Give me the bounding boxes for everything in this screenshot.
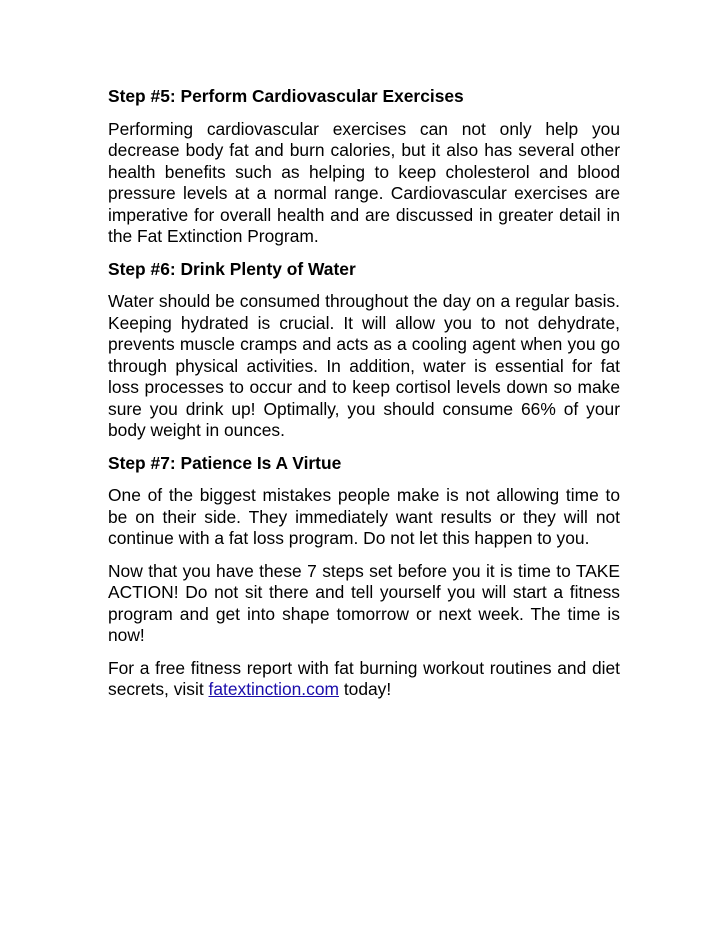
step-7-paragraph-1: One of the biggest mistakes people make is not allowing time to be on their side. They immediately want results or they will not continue with a fat loss program. Do not let this happen to you.	[108, 485, 620, 548]
step-5-paragraph: Performing cardiovascular exercises can not only help you decrease body fat and burn calories, but it also has several other health benefits such as helping to keep cholesterol and blood pressure levels at a normal range. Cardiovascular exercises are imperative for overall health and are discussed in greater detail in the Fat Extinction Program.	[108, 118, 620, 246]
step-5-heading: Step #5: Perform Cardiovascular Exercises	[108, 86, 464, 106]
step-6-paragraph: Water should be consumed throughout the day on a regular basis. Keeping hydrated is crucial. It will allow you to not dehydrate, prevents muscle cramps and acts as a cooling agent when you go through physical activities. In addition, water is essential for fat loss processes to occur and to keep cortisol levels down so make sure you drink up! Optimally, you should consume 66% of your body weight in ounces.	[108, 291, 620, 440]
fatextinction-link[interactable]: fatextinction.com	[208, 679, 339, 699]
closing-text-after-link: today!	[339, 679, 392, 699]
closing-paragraph	[108, 658, 620, 701]
document-page	[108, 86, 620, 712]
step-7-paragraph-2: Now that you have these 7 steps set before you it is time to TAKE ACTION! Do not sit there and tell yourself you will start a fitness program and get into shape tomorrow or next week. The time is now!	[108, 560, 620, 645]
step-6-heading: Step #6: Drink Plenty of Water	[108, 258, 356, 279]
closing-text-before-link: For a free fitness report with fat burning workout routines and diet secrets, visit	[108, 657, 620, 699]
step-7-heading: Step #7: Patience Is A Virtue	[108, 452, 342, 473]
